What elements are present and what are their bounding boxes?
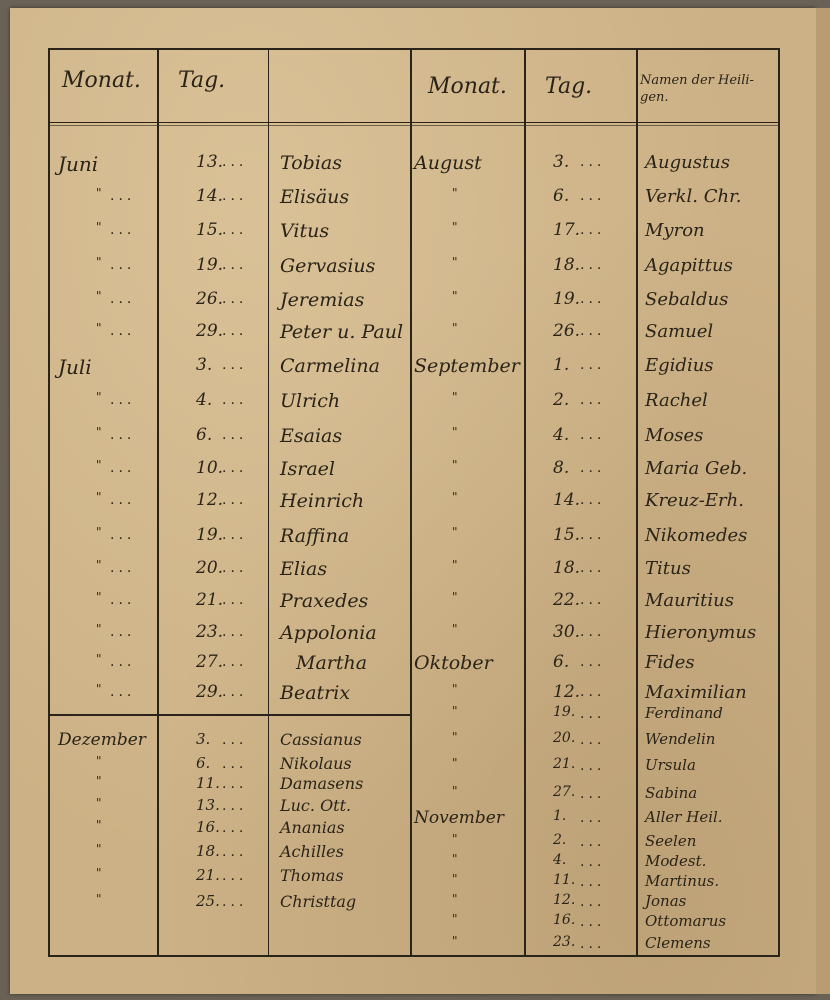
leader-dots: ...: [222, 291, 248, 307]
right-month-cell: ": [452, 425, 458, 439]
page-edge: [816, 8, 830, 994]
leader-dots: ...: [580, 936, 606, 952]
right-day-cell: 18.: [553, 255, 581, 275]
right-day-cell: 12.: [553, 682, 581, 702]
left-saint-name-cell: Praxedes: [280, 590, 369, 612]
right-saint-name-cell: Ursula: [645, 756, 696, 774]
leader-dots: ...: [222, 560, 248, 576]
right-saint-name-cell: Maria Geb.: [645, 458, 748, 479]
right-saint-name-cell: Samuel: [645, 321, 714, 342]
right-month-cell: ": [452, 872, 458, 886]
right-saint-name-cell: Nikomedes: [645, 525, 748, 546]
left-saint-name-cell: Vitus: [280, 220, 330, 242]
left-day-cell: 20.: [196, 558, 224, 578]
right-month-cell: ": [452, 622, 458, 636]
leader-dots: ...: [580, 323, 606, 339]
leader-dots: ...: [110, 222, 136, 238]
leader-dots: ...: [222, 756, 248, 772]
right-day-cell: 19.: [553, 289, 581, 309]
left-day-cell: 29.: [196, 321, 224, 341]
right-day-cell: 6.: [553, 652, 570, 672]
left-month-cell: ": [96, 682, 102, 696]
leader-dots: ...: [222, 592, 248, 608]
right-day-cell: 2.: [553, 832, 567, 848]
leader-dots: ...: [580, 786, 606, 802]
left-saint-name-cell: Tobias: [280, 152, 342, 174]
right-month-cell: ": [452, 704, 458, 718]
left-day-cell: 29.: [196, 682, 224, 702]
right-month-cell: ": [452, 390, 458, 404]
leader-dots: ...: [110, 492, 136, 508]
right-day-cell: 12.: [553, 892, 576, 908]
left-saint-name-cell: Thomas: [280, 866, 344, 885]
right-month-cell: ": [452, 832, 458, 846]
left-month-cell: Juli: [58, 355, 92, 379]
right-saint-name-cell: Ferdinand: [645, 704, 723, 722]
left-saint-name-cell: Ulrich: [280, 390, 341, 412]
right-saint-name-cell: Titus: [645, 558, 691, 579]
leader-dots: ...: [222, 392, 248, 408]
right-day-cell: 6.: [553, 186, 570, 206]
leader-dots: ...: [222, 732, 248, 748]
right-month-cell: ": [452, 255, 458, 269]
column-divider-5: [636, 48, 638, 957]
left-month-cell: Dezember: [58, 730, 146, 750]
left-saint-name-cell: Elias: [280, 558, 328, 580]
left-month-cell: ": [96, 754, 102, 768]
left-day-cell: 3.: [196, 730, 211, 748]
left-saint-name-cell: Gervasius: [280, 255, 376, 277]
leader-dots: ...: [110, 527, 136, 543]
header-names-right: Namen der Heili-gen.: [640, 73, 754, 105]
left-saint-name-cell: Appolonia: [280, 622, 377, 644]
leader-dots: ...: [580, 527, 606, 543]
right-day-cell: 1.: [553, 355, 570, 375]
leader-dots: ...: [222, 624, 248, 640]
leader-dots: ...: [222, 323, 248, 339]
right-day-cell: 15.: [553, 525, 581, 545]
right-day-cell: 8.: [553, 458, 570, 478]
left-day-cell: 26.: [196, 289, 224, 309]
left-day-cell: 18.: [196, 842, 220, 860]
right-month-cell: November: [414, 808, 504, 828]
left-day-cell: 6.: [196, 754, 211, 772]
left-saint-name-cell: Elisäus: [280, 186, 350, 208]
leader-dots: ...: [580, 758, 606, 774]
right-saint-name-cell: Myron: [645, 220, 705, 241]
left-month-cell: ": [96, 525, 102, 539]
left-day-cell: 6.: [196, 425, 213, 445]
right-month-cell: August: [414, 152, 482, 174]
column-divider-2: [268, 48, 269, 957]
right-month-cell: September: [414, 355, 520, 377]
left-month-cell: ": [96, 774, 102, 788]
left-day-cell: 3.: [196, 355, 213, 375]
leader-dots: ...: [110, 291, 136, 307]
column-divider-4: [524, 48, 526, 957]
right-day-cell: 14.: [553, 490, 581, 510]
right-saint-name-cell: Seelen: [645, 832, 697, 850]
right-day-cell: 23.: [553, 934, 576, 950]
right-saint-name-cell: Sabina: [645, 784, 698, 802]
leader-dots: ...: [580, 291, 606, 307]
right-month-cell: ": [452, 892, 458, 906]
right-day-cell: 20.: [553, 730, 576, 746]
right-saint-name-cell: Hieronymus: [645, 622, 757, 643]
leader-dots: ...: [110, 624, 136, 640]
left-day-cell: 4.: [196, 390, 213, 410]
left-month-cell: ": [96, 289, 102, 303]
left-day-cell: 16.: [196, 818, 220, 836]
leader-dots: ...: [580, 222, 606, 238]
left-month-cell: ": [96, 425, 102, 439]
leader-dots: ...: [580, 834, 606, 850]
left-saint-name-cell: Heinrich: [280, 490, 365, 512]
right-month-cell: ": [452, 558, 458, 572]
left-saint-name-cell: Achilles: [280, 842, 344, 861]
right-month-cell: ": [452, 934, 458, 948]
right-day-cell: 17.: [553, 220, 581, 240]
right-saint-name-cell: Agapittus: [645, 255, 733, 276]
right-month-cell: ": [452, 912, 458, 926]
left-saint-name-cell: Israel: [280, 458, 335, 480]
right-month-cell: ": [452, 852, 458, 866]
right-saint-name-cell: Clemens: [645, 934, 711, 952]
right-saint-name-cell: Modest.: [645, 852, 707, 870]
leader-dots: ...: [580, 914, 606, 930]
header-separator: [48, 122, 780, 123]
right-saint-name-cell: Wendelin: [645, 730, 716, 748]
leader-dots: ...: [110, 323, 136, 339]
right-month-cell: ": [452, 784, 458, 798]
leader-dots: ...: [580, 894, 606, 910]
leader-dots: ...: [222, 894, 248, 910]
right-month-cell: ": [452, 289, 458, 303]
leader-dots: ...: [110, 684, 136, 700]
right-month-cell: ": [452, 220, 458, 234]
header-month-left: Monat.: [62, 68, 141, 93]
left-day-cell: 10.: [196, 458, 224, 478]
left-saint-name-cell: Ananias: [280, 818, 345, 837]
left-month-cell: ": [96, 490, 102, 504]
right-saint-name-cell: Fides: [645, 652, 695, 673]
right-day-cell: 26.: [553, 321, 581, 341]
left-day-cell: 21.: [196, 866, 220, 884]
left-day-cell: 19.: [196, 525, 224, 545]
header-separator-2: [48, 125, 780, 126]
leader-dots: ...: [222, 154, 248, 170]
leader-dots: ...: [580, 874, 606, 890]
leader-dots: ...: [110, 188, 136, 204]
right-day-cell: 4.: [553, 852, 567, 868]
header-day-right: Tag.: [545, 74, 593, 99]
left-month-cell: ": [96, 390, 102, 404]
column-divider-1: [157, 48, 159, 957]
left-saint-name-cell: Damasens: [280, 774, 364, 793]
table-border-right: [778, 48, 780, 957]
right-saint-name-cell: Moses: [645, 425, 704, 446]
leader-dots: ...: [580, 654, 606, 670]
leader-dots: ...: [580, 706, 606, 722]
left-month-cell: ": [96, 458, 102, 472]
left-day-cell: 27.: [196, 652, 224, 672]
leader-dots: ...: [580, 624, 606, 640]
leader-dots: ...: [580, 854, 606, 870]
right-saint-name-cell: Sebaldus: [645, 289, 729, 310]
leader-dots: ...: [580, 357, 606, 373]
leader-dots: ...: [110, 654, 136, 670]
leader-dots: ...: [580, 592, 606, 608]
right-day-cell: 22.: [553, 590, 581, 610]
leader-dots: ...: [222, 776, 248, 792]
leader-dots: ...: [222, 844, 248, 860]
right-day-cell: 19.: [553, 704, 576, 720]
leader-dots: ...: [222, 357, 248, 373]
right-saint-name-cell: Kreuz-Erh.: [645, 490, 744, 511]
right-day-cell: 18.: [553, 558, 581, 578]
leader-dots: ...: [222, 188, 248, 204]
december-separator: [48, 714, 410, 716]
left-month-cell: ": [96, 220, 102, 234]
right-month-cell: ": [452, 682, 458, 696]
left-saint-name-cell: Peter u. Paul: [280, 321, 404, 343]
header-day-left: Tag.: [178, 68, 226, 93]
left-saint-name-cell: Martha: [296, 652, 368, 674]
leader-dots: ...: [580, 460, 606, 476]
left-day-cell: 13.: [196, 796, 220, 814]
right-month-cell: ": [452, 186, 458, 200]
left-month-cell: ": [96, 622, 102, 636]
left-day-cell: 13.: [196, 152, 224, 172]
right-day-cell: 4.: [553, 425, 570, 445]
leader-dots: ...: [110, 257, 136, 273]
left-saint-name-cell: Cassianus: [280, 730, 362, 749]
left-month-cell: ": [96, 558, 102, 572]
left-day-cell: 14.: [196, 186, 224, 206]
left-saint-name-cell: Beatrix: [280, 682, 351, 704]
left-month-cell: ": [96, 321, 102, 335]
left-month-cell: ": [96, 796, 102, 810]
left-month-cell: ": [96, 842, 102, 856]
leader-dots: ...: [580, 154, 606, 170]
left-saint-name-cell: Nikolaus: [280, 754, 352, 773]
left-month-cell: ": [96, 866, 102, 880]
leader-dots: ...: [222, 798, 248, 814]
left-day-cell: 19.: [196, 255, 224, 275]
left-day-cell: 25.: [196, 892, 220, 910]
leader-dots: ...: [580, 810, 606, 826]
left-month-cell: Juni: [58, 152, 99, 176]
header-month-right: Monat.: [428, 74, 507, 99]
right-month-cell: ": [452, 730, 458, 744]
right-saint-name-cell: Aller Heil.: [645, 808, 723, 826]
leader-dots: ...: [580, 257, 606, 273]
leader-dots: ...: [110, 592, 136, 608]
leader-dots: ...: [222, 427, 248, 443]
leader-dots: ...: [580, 732, 606, 748]
leader-dots: ...: [580, 427, 606, 443]
leader-dots: ...: [222, 527, 248, 543]
right-month-cell: ": [452, 525, 458, 539]
right-month-cell: ": [452, 756, 458, 770]
right-saint-name-cell: Egidius: [645, 355, 714, 376]
right-saint-name-cell: Ottomarus: [645, 912, 727, 930]
right-day-cell: 30.: [553, 622, 581, 642]
right-saint-name-cell: Verkl. Chr.: [645, 186, 742, 207]
leader-dots: ...: [110, 427, 136, 443]
right-saint-name-cell: Maximilian: [645, 682, 747, 703]
left-day-cell: 21.: [196, 590, 224, 610]
leader-dots: ...: [222, 820, 248, 836]
left-month-cell: ": [96, 652, 102, 666]
leader-dots: ...: [222, 868, 248, 884]
leader-dots: ...: [222, 492, 248, 508]
left-day-cell: 12.: [196, 490, 224, 510]
right-day-cell: 1.: [553, 808, 567, 824]
column-divider-3: [410, 48, 412, 957]
right-day-cell: 3.: [553, 152, 570, 172]
left-month-cell: ": [96, 186, 102, 200]
left-month-cell: ": [96, 255, 102, 269]
left-month-cell: ": [96, 892, 102, 906]
right-month-cell: Oktober: [414, 652, 493, 674]
leader-dots: ...: [580, 684, 606, 700]
right-month-cell: ": [452, 458, 458, 472]
leader-dots: ...: [110, 460, 136, 476]
right-saint-name-cell: Rachel: [645, 390, 708, 411]
right-day-cell: 27.: [553, 784, 576, 800]
left-day-cell: 23.: [196, 622, 224, 642]
left-month-cell: ": [96, 590, 102, 604]
leader-dots: ...: [222, 222, 248, 238]
left-saint-name-cell: Christtag: [280, 892, 357, 911]
table-border-left: [48, 48, 50, 957]
leader-dots: ...: [580, 392, 606, 408]
right-saint-name-cell: Jonas: [645, 892, 687, 910]
right-day-cell: 16.: [553, 912, 576, 928]
leader-dots: ...: [222, 257, 248, 273]
leader-dots: ...: [222, 684, 248, 700]
right-day-cell: 2.: [553, 390, 570, 410]
right-day-cell: 11.: [553, 872, 576, 888]
left-saint-name-cell: Esaias: [280, 425, 343, 447]
right-month-cell: ": [452, 321, 458, 335]
leader-dots: ...: [110, 392, 136, 408]
right-saint-name-cell: Mauritius: [645, 590, 734, 611]
right-month-cell: ": [452, 590, 458, 604]
leader-dots: ...: [222, 460, 248, 476]
left-day-cell: 11.: [196, 774, 220, 792]
right-saint-name-cell: Augustus: [645, 152, 731, 173]
leader-dots: ...: [110, 560, 136, 576]
leader-dots: ...: [580, 560, 606, 576]
right-saint-name-cell: Martinus.: [645, 872, 720, 890]
left-day-cell: 15.: [196, 220, 224, 240]
leader-dots: ...: [580, 188, 606, 204]
left-saint-name-cell: Raffina: [280, 525, 350, 547]
right-month-cell: ": [452, 490, 458, 504]
left-month-cell: ": [96, 818, 102, 832]
left-saint-name-cell: Carmelina: [280, 355, 380, 377]
leader-dots: ...: [580, 492, 606, 508]
left-saint-name-cell: Luc. Ott.: [280, 796, 352, 815]
left-saint-name-cell: Jeremias: [280, 289, 365, 311]
right-day-cell: 21.: [553, 756, 576, 772]
leader-dots: ...: [222, 654, 248, 670]
